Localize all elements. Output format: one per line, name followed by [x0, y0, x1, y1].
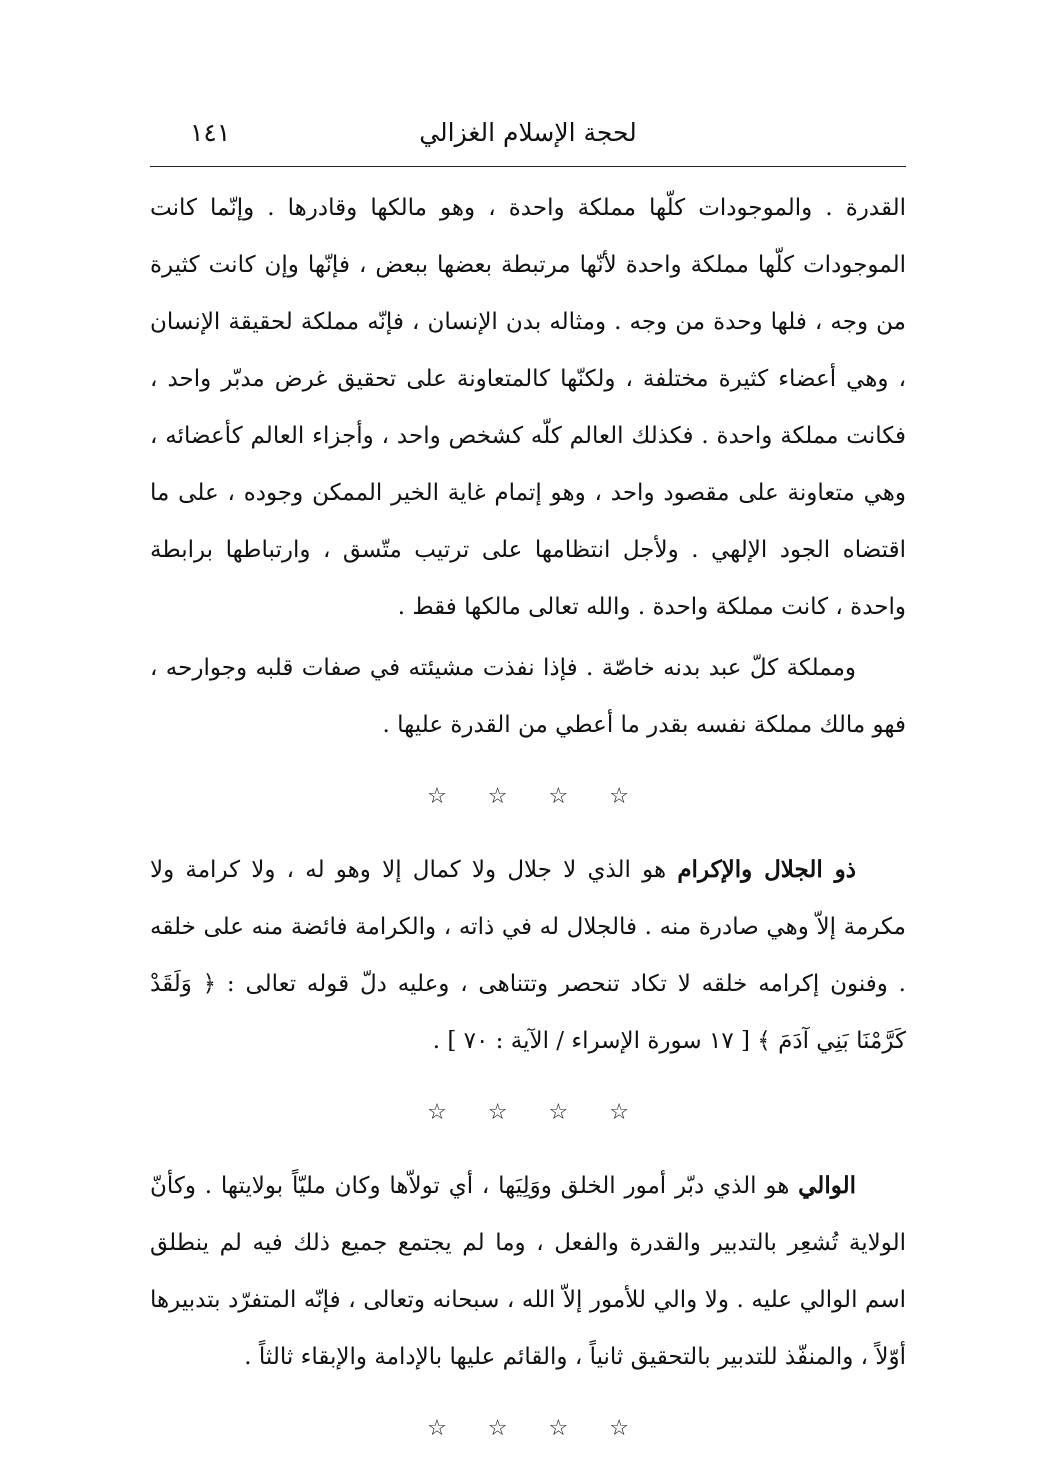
running-title: لحجة الإسلام الغزالي — [419, 118, 637, 147]
section-term: الوالي — [798, 1172, 856, 1199]
page-number: ١٤١ — [190, 118, 231, 147]
quran-verse: ﴿ وَلَقَدْ كَرَّمْنَا بَنِي آدَمَ ﴾ — [150, 971, 906, 1054]
section-term: ذو الجلال والإكرام — [677, 856, 856, 883]
verse-citation: [ ١٧ سورة الإسراء / الآية : ٧٠ ] . — [432, 1028, 758, 1054]
section-separator-stars: ☆ ☆ ☆ ☆ — [427, 1100, 629, 1125]
section-text: هو الذي لا جلال ولا كمال إلا وهو له ، ولا كرامة ولا مكرمة إلاّ وهي صادرة منه . فالجلال له في ذاته ، والكرامة فائضة منه على خلقه . وفنون إكرامه خلقه لا تكاد تنحصر وتتناهى ، وعليه دلّ قوله تعالى : — [150, 857, 906, 997]
section-al-wali — [150, 1157, 906, 1386]
section-text: هو الذي دبّر أمور الخلق ووَلِيَها ، أي تولاّها وكان مليّاً بولايتها . وكأنّ الولاية تُشعِر بالتدبير والقدرة والفعل ، وما لم يجتمع جميع ذلك فيه لم ينطلق اسم الوالي عليه . ولا والي للأمور إلاّ الله ، سبحانه وتعالى ، فإنّه المتفرّد بتدبيرها أوّلاً ، والمنفّذ للتدبير بالتحقيق ثانياً ، والقائم عليها بالإدامة والإبقاء ثالثاً . — [150, 1173, 906, 1370]
section-separator-stars: ☆ ☆ ☆ ☆ — [427, 784, 629, 809]
paragraph-kingdom: القدرة . والموجودات كلّها مملكة واحدة ، وهو مالكها وقادرها . وإنّما كانت الموجودات كلّها مملكة واحدة لأنّها مرتبطة بعضها ببعض ، فإنّها وإن كانت كثيرة من وجه ، فلها وحدة من وجه . ومثاله بدن الإنسان ، فإنّه مملكة لحقيقة الإنسان ، وهي أعضاء كثيرة مختلفة ، ولكنّها كالمتعاونة على تحقيق غرض مدبّر واحد ، فكانت مملكة واحدة . فكذلك العالم كلّه كشخص واحد ، وأجزاء العالم كأعضائه ، وهي متعاونة على مقصود واحد ، وهو إتمام غاية الخير الممكن وجوده ، على ما اقتضاه الجود الإلهي . ولأجل انتظامها على ترتيب متّسق ، وارتباطها برابطة واحدة ، كانت مملكة واحدة . والله تعالى مالكها فقط . — [150, 195, 907, 620]
paragraph-servant-kingdom: ومملكة كلّ عبد بدنه خاصّة . فإذا نفذت مشيئته في صفات قلبه وجوارحه ، فهو مالك مملكة نفسه بقدر ما أعطي من القدرة عليها . — [150, 655, 906, 738]
header-divider — [150, 166, 906, 167]
page-body — [150, 180, 906, 1473]
page-header — [150, 118, 906, 162]
section-separator-stars: ☆ ☆ ☆ ☆ — [427, 1416, 629, 1441]
section-dhul-jalal — [150, 841, 906, 1070]
